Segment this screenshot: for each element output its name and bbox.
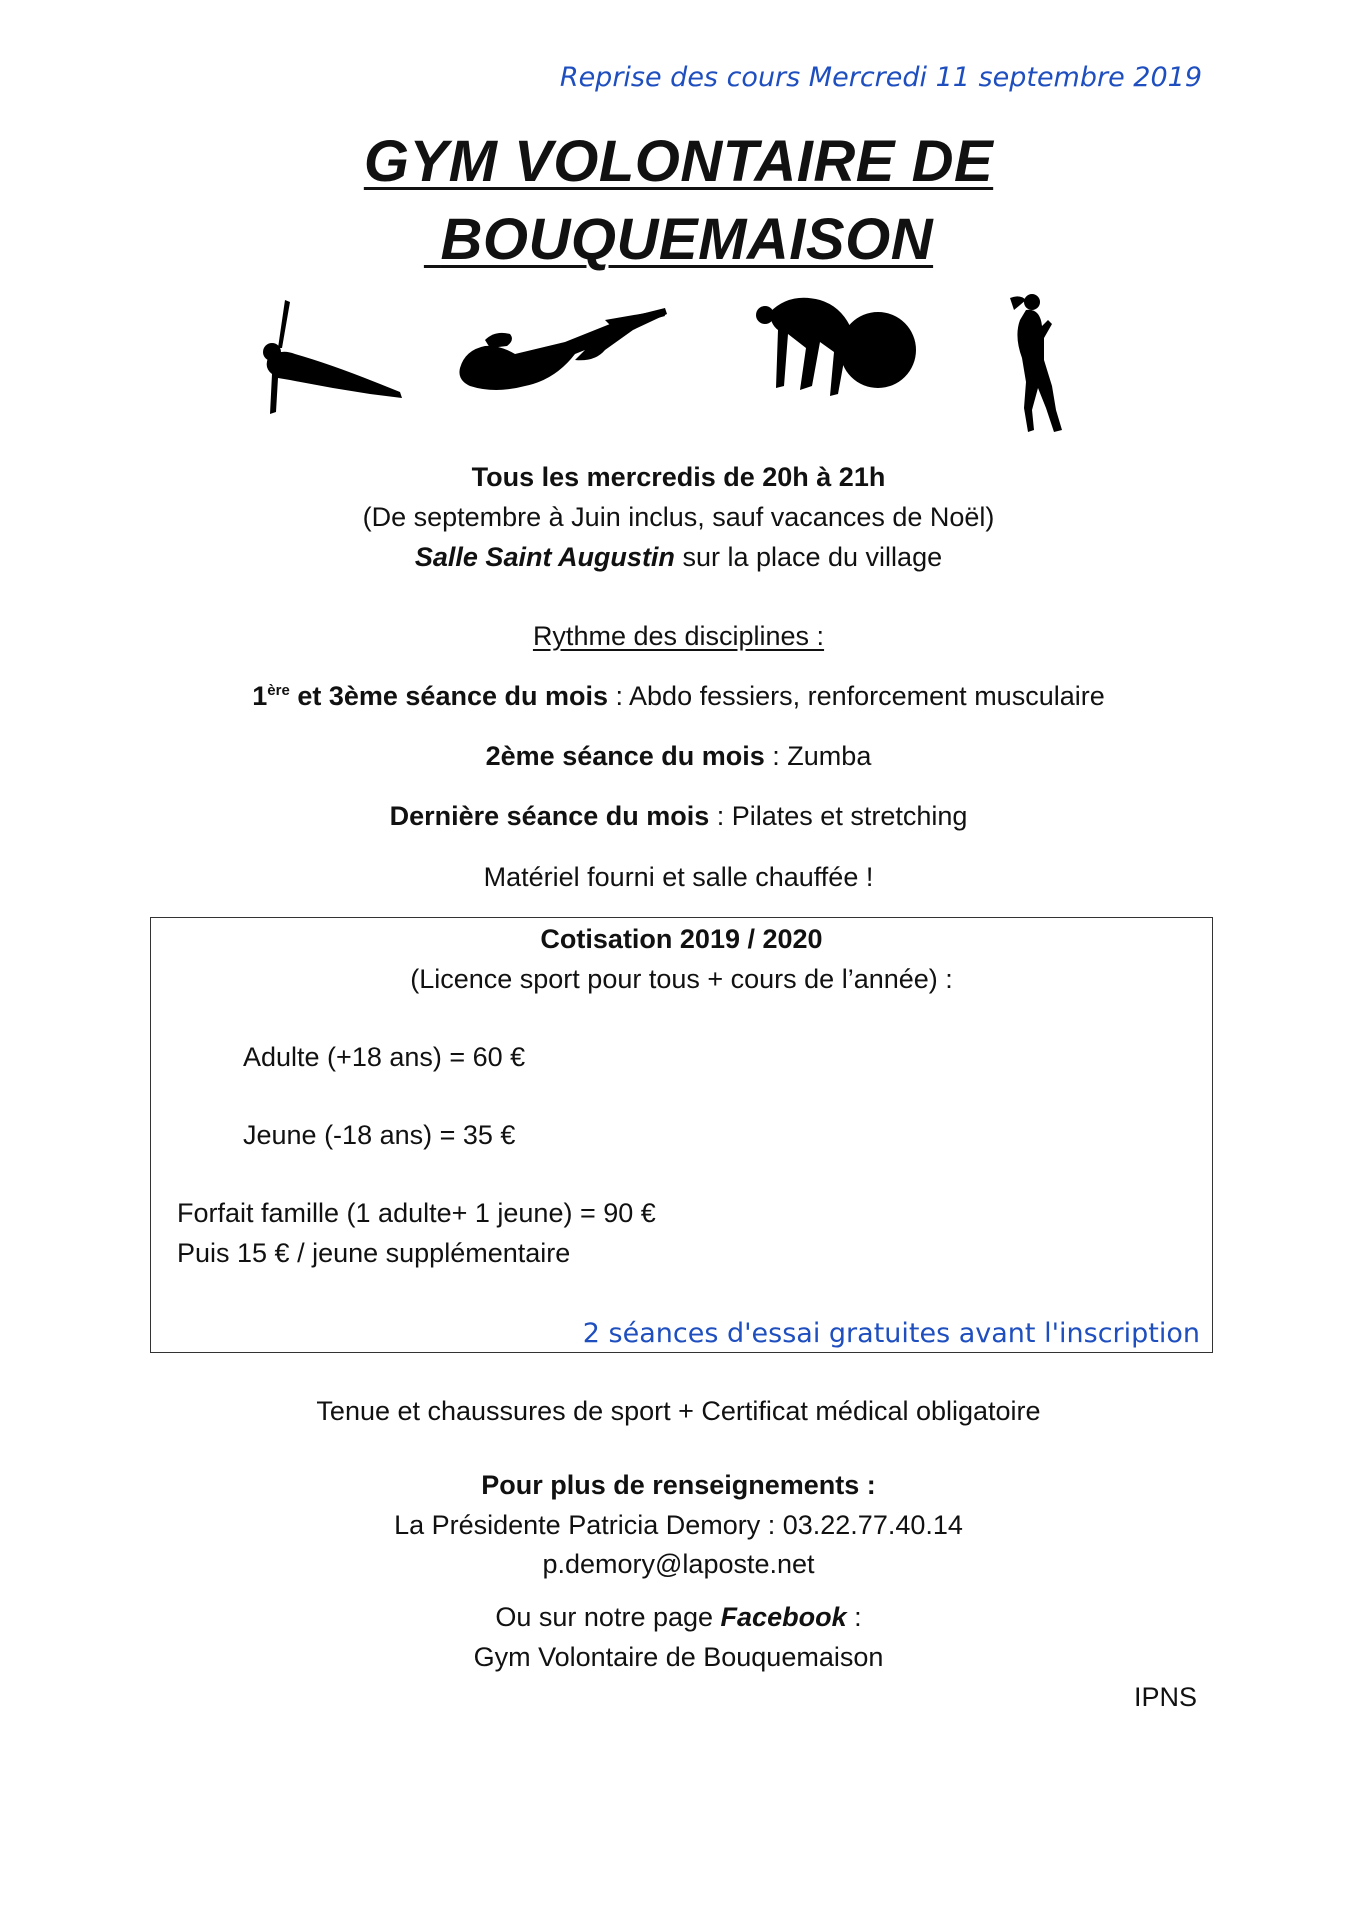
- facebook-page-name: Gym Volontaire de Bouquemaison: [473, 1642, 884, 1672]
- cotisation-subtitle: (Licence sport pour tous + cours de l’année) :: [410, 964, 953, 994]
- price-forfait: Forfait famille (1 adulte+ 1 jeune) = 90 €: [177, 1198, 656, 1228]
- disciplines-heading: Rythme des disciplines :: [532, 621, 825, 651]
- presidente-contact: La Présidente Patricia Demory : 03.22.77.40.14: [394, 1510, 963, 1540]
- place-rest: sur la place du village: [682, 542, 943, 572]
- discipline-line-3: Dernière séance du mois : Pilates et stretching: [389, 801, 968, 831]
- reprise-date: Reprise des cours Mercredi 11 septembre 2019: [559, 62, 1202, 93]
- exercise-silhouettes: [250, 290, 1100, 450]
- facebook-word: Facebook: [720, 1602, 847, 1632]
- crunch-silhouette-icon: [455, 290, 675, 410]
- dancer-silhouette-icon: [1000, 290, 1080, 440]
- tenue-note: Tenue et chaussures de sport + Certificat médical obligatoire: [316, 1396, 1041, 1426]
- price-adulte: Adulte (+18 ans) = 60 €: [243, 1042, 526, 1072]
- place-name: Salle Saint Augustin: [414, 542, 675, 572]
- fitness-ball-silhouette-icon: [750, 290, 930, 420]
- discipline-line-2: 2ème séance du mois : Zumba: [485, 741, 872, 771]
- facebook-line: Ou sur notre page Facebook :: [495, 1602, 862, 1632]
- materiel-note: Matériel fourni et salle chauffée !: [483, 862, 874, 892]
- info-heading: Pour plus de renseignements :: [481, 1470, 876, 1500]
- ipns-mark: IPNS: [1133, 1682, 1197, 1712]
- price-jeune: Jeune (-18 ans) = 35 €: [243, 1120, 516, 1150]
- email-contact: p.demory@laposte.net: [542, 1549, 815, 1579]
- price-supplement: Puis 15 € / jeune supplémentaire: [177, 1238, 571, 1268]
- discipline-line-1: 1ère et 3ème séance du mois : Abdo fessiers, renforcement musculaire: [252, 681, 1105, 711]
- cotisation-title: Cotisation 2019 / 2020: [540, 924, 823, 954]
- schedule-period: (De septembre à Juin inclus, sauf vacances de Noël): [362, 502, 995, 532]
- trial-sessions-note: 2 séances d'essai gratuites avant l'inscription: [582, 1318, 1200, 1349]
- page-title-line1: GYM VOLONTAIRE DE: [363, 129, 994, 194]
- page-title-line2: BOUQUEMAISON: [440, 207, 934, 272]
- cotisation-box: [150, 917, 1213, 1353]
- schedule-place: [0, 542, 1357, 573]
- schedule-when: Tous les mercredis de 20h à 21h: [471, 462, 886, 492]
- side-plank-silhouette-icon: [250, 290, 410, 430]
